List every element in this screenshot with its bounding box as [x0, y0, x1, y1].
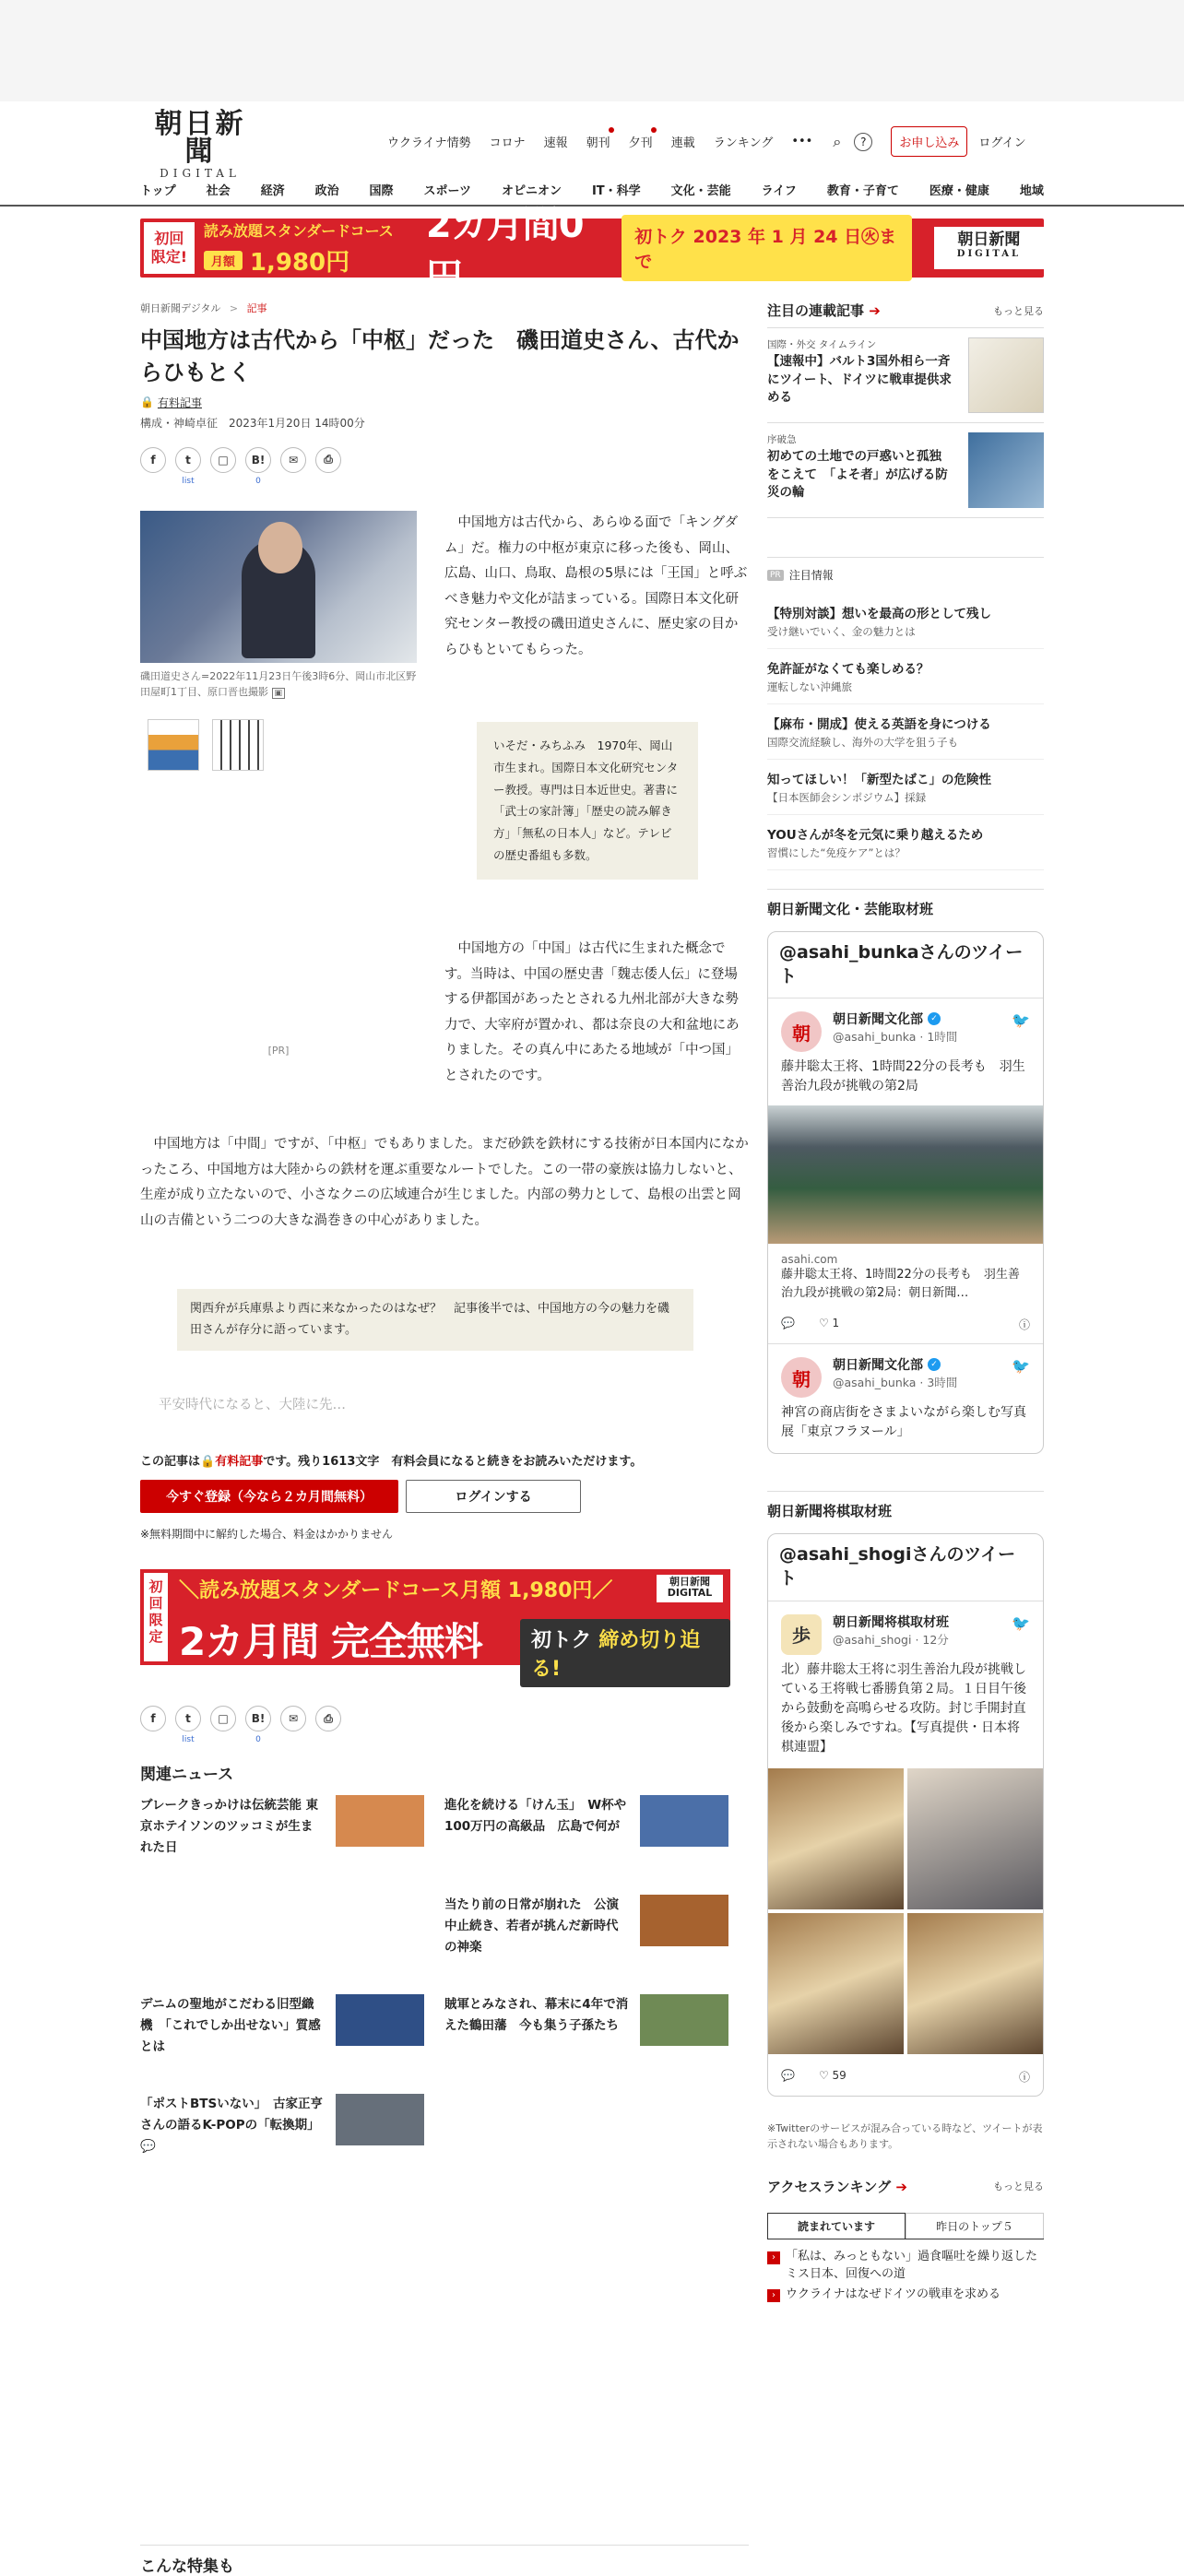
pr-item-sub: 習慣にした“免疫ケア”とは？ [767, 846, 906, 859]
tweet-text: 北）藤井聡太王将に羽生善治九段が挑戦している王将戦七番勝負第２局。１日目午後から鼓動を高鳴らせる攻防。封じ手開封直後から楽しみですね。【写真提供・日本将棋連盟】 [781, 1661, 1026, 1755]
serial-item[interactable] [767, 423, 1044, 518]
related-item-title [140, 2094, 325, 2157]
tweet-text: 神宮の商店街をさまよいながら楽しむ写真展「東京フラヌール」 [781, 1405, 1026, 1440]
pr-list [767, 594, 1044, 870]
article [140, 301, 749, 2576]
tweet-author-name: 朝日新聞文化部 [833, 1012, 923, 1028]
nav-ukraine[interactable]: ウクライナ情勢 [387, 136, 471, 150]
avatar[interactable]: 朝 [781, 1357, 822, 1398]
tweet[interactable] [768, 1344, 1043, 1453]
search-icon[interactable]: ⌕ [833, 132, 842, 150]
related-item[interactable] [444, 1795, 730, 1847]
top-nav [387, 126, 1026, 157]
pr-item-title: 【特別対談】想いを最高の形として残し [767, 607, 991, 621]
tweet-handle: @asahi_shogi · 12分 [833, 1632, 949, 1647]
login-link[interactable]: ログイン [978, 136, 1026, 150]
paywall [140, 1451, 749, 1542]
info-icon[interactable]: ⓘ [1018, 2070, 1030, 2084]
thumbnail-book-2[interactable] [212, 719, 264, 771]
related-news [140, 1761, 749, 2182]
reply-icon[interactable]: 💬 [781, 2068, 795, 2082]
byline: 構成・神崎卓征 2023年1月20日 14時00分 [140, 416, 365, 430]
related-item-title: デニムの聖地がこだわる旧型織機 「これでしか出せない」質感とは [140, 1997, 321, 2054]
banner-deadline: 初トク 2023 年 1 月 24 日㊋まで [622, 215, 912, 281]
logo-en: DIGITAL [160, 167, 241, 180]
tweet-image[interactable] [768, 1105, 1043, 1244]
paywall-msg-c: です。残り1613文字 有料会員になると続きをお読みいただけます。 [263, 1455, 643, 1469]
promo-banner-top[interactable] [140, 204, 1044, 299]
twitter-bird-icon[interactable]: 🐦 [1012, 1613, 1030, 1632]
tweet-actions [781, 2054, 1030, 2085]
rank-marker-icon: › [767, 2289, 780, 2302]
banner-free-period: 2カ月間0円 [425, 204, 584, 299]
related-item[interactable] [444, 1895, 730, 1958]
rank-marker-icon: › [767, 2251, 780, 2264]
tweet-handle: @asahi_bunka · 3時間 [833, 1376, 958, 1390]
serial-item-title: 初めての土地での戸惑いと孤独をこえて 「よそ者」が広げる防災の輪 [767, 449, 948, 501]
banner-first-time: 初回 限定! [144, 222, 195, 274]
teaser-note: 関西弁が兵庫県より西に来なかったのはなぜ？ 記事後半では、中国地方の今の魅力を磯田さんが存分に語っています。 [177, 1289, 693, 1351]
tweet-handle: @asahi_bunka · 1時間 [833, 1030, 958, 1045]
top-gray-band [0, 0, 1184, 101]
pr-item[interactable] [767, 760, 1044, 815]
tweet-link-title[interactable]: 藤井聡太王将、1時間22分の長考も 羽生善治九段が挑戦の第2局：朝日新聞… [781, 1268, 1020, 1300]
pr-title: 注目情報 [788, 569, 834, 582]
login-button[interactable]: ログインする [406, 1480, 581, 1513]
verified-icon: ✓ [928, 1012, 941, 1025]
tweet-image[interactable] [768, 1913, 904, 2054]
banner2-first-time: 初回限定 [144, 1573, 168, 1661]
banner2-deadline-b: 締め切り迫る! [531, 1629, 701, 1681]
features-title: こんな特集も [140, 2545, 749, 2576]
ranking-item[interactable] [767, 2249, 1050, 2284]
site-header [0, 101, 1184, 207]
mainnav-sports[interactable]: スポーツ [423, 184, 472, 198]
related-item-title-text: 「ポストBTSいない」 古家正亨さんの語るK-POPの「転換期」 [140, 2097, 323, 2133]
like-count: 59 [832, 2068, 847, 2082]
tweet-author: 朝日新聞将棋取材班 [833, 1614, 949, 1630]
related-item-image [640, 1795, 728, 1847]
lock-icon: 🔒 [140, 396, 154, 409]
promo-banner-bottom[interactable] [140, 1569, 730, 1681]
twitter-widget-bunka [767, 931, 1044, 1454]
tweet-image[interactable] [907, 1768, 1043, 1909]
serial-item-image [968, 432, 1044, 508]
related-item[interactable] [140, 1994, 426, 2058]
paid-badge [140, 395, 749, 410]
related-item[interactable] [140, 1795, 426, 1859]
hatena-share-icon[interactable] [245, 447, 271, 486]
pr-item-sub: 運転しない沖縄旅 [767, 680, 852, 693]
arrow-right-icon: ➔ [895, 2178, 907, 2195]
arrow-right-icon: ➔ [869, 302, 881, 319]
serial-more-link[interactable]: もっと見る [993, 304, 1044, 317]
related-news-title: 関連ニュース [140, 1766, 234, 1784]
pr-item[interactable] [767, 594, 1044, 649]
serial-item-image [968, 337, 1044, 413]
photo-thumbnails [148, 719, 264, 771]
serial-item[interactable] [767, 328, 1044, 423]
photo-person-face [258, 522, 302, 573]
serial-header [767, 301, 1044, 320]
banner2-deadline [520, 1619, 730, 1687]
facebook-share-icon[interactable]: f [140, 447, 166, 473]
pr-tag: PR [767, 570, 784, 581]
twitter-glyph: t [185, 453, 191, 467]
twitter-count[interactable]: list [182, 476, 195, 486]
article-paragraph-2-text: 中国地方の「中国」は古代に生まれた概念です。当時は、中国の歴史書「魏志倭人伝」に登場する伊都国があったとされる九州北部が大きな勢力で、大宰府が置かれ、都は奈良の大和盆地にありました。その真ん中にあたる地域が「中つ国」とされたのです。 [444, 941, 740, 1083]
logo-ja: 朝日新聞 [154, 108, 246, 168]
pr-item[interactable] [767, 815, 1044, 870]
mainnav-top[interactable]: トップ [140, 184, 176, 198]
related-item-title: 進化を続ける「けん玉」 W杯や100万円の高級品 広島で何が [444, 1798, 627, 1834]
related-news-grid [140, 1795, 749, 2182]
facebook-share-icon[interactable]: f [140, 1706, 166, 1731]
breadcrumb [140, 301, 749, 315]
pr-item-title: 免許証がなくても楽しめる？ [767, 662, 929, 677]
related-item-image [336, 1795, 424, 1847]
avatar[interactable]: 朝 [781, 1011, 822, 1052]
mail-share-icon[interactable]: ✉ [280, 1706, 306, 1731]
serial-title-text: 注目の連載記事 [767, 302, 865, 319]
tweet[interactable] [768, 998, 1043, 1344]
sidebar [767, 301, 1050, 2304]
twitter-note: ※Twitterのサービスが混み合っている時など、ツイートが表示されない場合もあります。 [767, 2121, 1043, 2151]
ranking-more-link[interactable]: もっと見る [993, 2180, 1044, 2193]
serial-item-category: 国際・外交 タイムライン [767, 339, 877, 350]
paywall-note: ※無料期間中に解約した場合、料金はかかりません [140, 1528, 394, 1541]
share-bar [140, 447, 749, 486]
mainnav-it-science[interactable]: IT・科学 [591, 184, 641, 198]
share-bar-bottom [140, 1706, 341, 1744]
shogi-header [767, 1491, 1044, 1520]
like-count: 1 [832, 1317, 840, 1330]
pr-item-sub: 受け継いでいく、金の魅力とは [767, 625, 916, 638]
paywall-message [140, 1451, 749, 1469]
paywall-msg-a: この記事は [140, 1455, 201, 1469]
article-paragraph-1: 中国地方は古代から、あらゆる面で「キングダム」だ。権力の中枢が東京に移った後も、岡山、広島、山口、鳥取、島根の5県には「王国」と呼ぶべき魅力や文化が詰まっている。国際日本文化研究センター教授の磯田道史さんに、歴史家の目からひもといてもらった。 [444, 515, 748, 657]
banner2-line1: ＼読み放題スタンダードコース月額 1,980円／ [179, 1579, 613, 1602]
twitter-share-icon[interactable] [175, 447, 201, 486]
breadcrumb-section[interactable]: 記事 [246, 302, 267, 314]
pr-item-sub: 【日本医師会シンポジウム】採録 [767, 791, 927, 804]
nav-corona[interactable]: コロナ [489, 136, 526, 150]
tab-yesterday-top5[interactable]: 昨日のトップ５ [906, 2213, 1044, 2239]
verified-icon: ✓ [928, 1358, 941, 1371]
mainnav-international[interactable]: 国際 [369, 184, 394, 198]
banner-logo-text: 朝日新聞 [957, 230, 1021, 249]
photo-caption-text: 磯田道史さん=2022年11月23日午後3時6分、岡山市北区野田屋町1丁目、原口晋也撮影 [140, 670, 417, 698]
info-icon[interactable]: ⓘ [1018, 1318, 1030, 1332]
nav-evening[interactable]: 夕刊 [629, 133, 653, 150]
ranking-title[interactable] [767, 2177, 907, 2196]
banner-price-row [204, 243, 413, 278]
related-item[interactable] [140, 2094, 426, 2157]
bunka-header [767, 889, 1044, 918]
banner-price: 1,980円 [249, 248, 350, 277]
breadcrumb-separator: > [229, 302, 239, 314]
nav-serial[interactable]: 連載 [670, 136, 695, 150]
lock-icon: 🔒 [200, 1455, 216, 1469]
mail-share-icon[interactable]: ✉ [280, 447, 306, 473]
related-item-title: 賊軍とみなされ、幕末に4年で消えた鶴田藩 今も集う子孫たち [444, 1997, 629, 2033]
article-paragraph-2 [140, 937, 749, 1089]
avatar[interactable]: 歩 [781, 1614, 822, 1655]
like-button[interactable]: ♡ 59 [818, 2068, 847, 2082]
like-button[interactable]: ♡ 1 [818, 1317, 840, 1330]
banner-course-name: 読み放題スタンダードコース [203, 221, 394, 240]
related-item[interactable] [444, 1994, 730, 2046]
related-item-image [336, 1994, 424, 2046]
tab-most-read[interactable]: 読まれています [767, 2213, 906, 2239]
related-item-image [640, 1895, 728, 1946]
mainnav-politics[interactable]: 政治 [314, 184, 339, 198]
twitter-glyph: t [185, 1712, 191, 1725]
twitter-count[interactable]: list [182, 1735, 195, 1744]
mainnav-culture[interactable]: 文化・芸能 [670, 184, 731, 198]
tweet-image[interactable] [768, 1768, 904, 1909]
related-item-title: ブレークきっかけは伝統芸能 東京ホテイソンのツッコミが生まれた日 [140, 1798, 319, 1855]
profile-box: いそだ・みちふみ 1970年、岡山市生まれ。国際日本文化研究センター教授。専門は日本近世史。著書に「武士の家計簿」「歴史の読み解き方」「無私の日本人」など。テレビの歴史番組も多数。 [477, 722, 698, 880]
pr-item[interactable] [767, 704, 1044, 760]
tweet-image[interactable] [907, 1913, 1043, 2054]
pr-item-title: 知ってほしい！「新型たばこ」の危険性 [767, 773, 991, 787]
serial-title[interactable] [767, 301, 881, 320]
subscribe-button[interactable]: お申し込み [891, 126, 967, 157]
mainnav-society[interactable]: 社会 [206, 184, 231, 198]
pr-ad-slot: [PR] [267, 1045, 290, 1057]
bookmark-icon[interactable]: □ [210, 1706, 236, 1731]
more-menu-button[interactable]: ••• [791, 135, 813, 148]
pr-item[interactable] [767, 649, 1044, 704]
reply-icon[interactable]: 💬 [781, 1317, 795, 1330]
twitter-share-icon[interactable] [175, 1706, 201, 1744]
help-icon[interactable]: ? [854, 133, 872, 151]
register-button[interactable]: 今すぐ登録（今なら２カ月間無料） [140, 1480, 398, 1513]
site-logo[interactable] [140, 108, 260, 180]
article-paragraph-3: 中国地方は「中間」ですが、「中枢」でもありました。まだ砂鉄を鉄材にする技術が日本国内になかったころ、中国地方は大陸からの鉄材を運ぶ重要なルートでした。この一帯の豪族は協力しないと、生産が成り立たないので、小さなクニの広域連合が生じました。内部の勢力として、島根の出雲と岡山の吉備という二つの大きな渦巻きの中心がありました。 [140, 1137, 749, 1228]
serial-item-title: 【速報中】バルト3国外相ら一斉にツイート、ドイツに戦車提供求める [767, 354, 952, 406]
serial-list [767, 327, 1044, 518]
nav-ranking[interactable]: ランキング [713, 136, 774, 150]
hatena-share-icon[interactable] [245, 1706, 271, 1744]
print-icon[interactable]: ⎙ [315, 447, 341, 473]
ranking-header [767, 2177, 1044, 2196]
gallery-icon[interactable]: ▣ [272, 688, 286, 699]
thumbnail-book-1[interactable] [148, 719, 199, 771]
hatena-glyph: B! [251, 453, 266, 467]
pr-item-sub: 国際交流経験し、海外の大学を狙う子も [767, 736, 958, 749]
ranking-title-text: アクセスランキング [767, 2178, 892, 2195]
banner-course [204, 219, 413, 278]
tweet-author [833, 1355, 1030, 1374]
ranking-item-title: 「私は、みっともない」過食嘔吐を繰り返した ミス日本、回復への道 [786, 2249, 1050, 2281]
photo-caption [140, 669, 417, 700]
tweet-link-domain[interactable]: asahi.com [781, 1253, 838, 1267]
breadcrumb-home[interactable]: 朝日新聞デジタル [140, 302, 221, 314]
nav-breaking[interactable]: 速報 [543, 136, 568, 150]
article-photo[interactable] [140, 511, 417, 663]
pr-item-title: YOUさんが冬を元気に乗り越えるため [767, 828, 984, 843]
mainnav-life[interactable]: ライフ [761, 184, 797, 198]
mainnav-region[interactable]: 地域 [1019, 184, 1044, 198]
comment-icon: 💬 [140, 2138, 156, 2154]
hatena-count[interactable]: 0 [255, 476, 261, 486]
related-item-image [336, 2094, 424, 2145]
paywall-msg-b: 有料記事 [215, 1455, 264, 1469]
mainnav-health[interactable]: 医療・健康 [929, 184, 989, 198]
twitter-widget-title[interactable]: @asahi_shogiさんのツイート [768, 1534, 1043, 1601]
article-title: 中国地方は古代から「中枢」だった 磯田道史さん、古代からひもとく [140, 327, 740, 385]
hatena-glyph: B! [251, 1712, 266, 1725]
nav-morning[interactable]: 朝刊 [586, 133, 610, 150]
mainnav-economy[interactable]: 経済 [260, 184, 285, 198]
tweet-image-grid [768, 1768, 1043, 2054]
access-ranking [767, 2177, 1050, 2305]
related-item-title: 当たり前の日常が崩れた 公演中止続き、若者が挑んだ新時代の神楽 [444, 1897, 619, 1955]
tweet-author-name: 朝日新聞文化部 [833, 1358, 923, 1374]
tweet-author [833, 1010, 1030, 1028]
bunka-title: 朝日新聞文化・芸能取材班 [767, 901, 934, 917]
banner-monthly-tag: 月額 [204, 251, 243, 270]
banner-logo [934, 227, 1044, 269]
pr-item-title: 【麻布・開成】使える英語を身につける [767, 717, 991, 732]
banner2-logo: 朝日新聞 DIGITAL [657, 1575, 723, 1602]
banner2-deadline-a: 初トク [531, 1629, 599, 1652]
mainnav-education[interactable]: 教育・子育て [826, 184, 899, 198]
print-icon[interactable]: ⎙ [315, 1706, 341, 1731]
tweet-actions [781, 1302, 1030, 1332]
tweet-text: 藤井聡太王将、1時間22分の長考も 羽生善治九段が挑戦の第2局 [781, 1059, 1025, 1094]
ranking-item[interactable] [767, 2286, 1044, 2304]
banner-logo-sub: DIGITAL [956, 248, 1022, 259]
twitter-bird-icon[interactable]: 🐦 [1012, 1357, 1030, 1376]
paid-label[interactable]: 有料記事 [157, 396, 202, 409]
mainnav-opinion[interactable]: オピニオン [501, 184, 562, 198]
ranking-tabs [767, 2213, 1044, 2239]
pr-header [767, 557, 1044, 583]
twitter-bird-icon[interactable]: 🐦 [1012, 1011, 1030, 1030]
serial-item-category: 序破急 [767, 434, 797, 445]
tweet[interactable] [768, 1601, 1043, 2096]
banner2-line2: 2カ月間 完全無料 [179, 1619, 482, 1664]
related-item-image [640, 1994, 728, 2046]
twitter-widget-title[interactable]: @asahi_bunkaさんのツイート [768, 932, 1043, 998]
hatena-count[interactable]: 0 [255, 1735, 261, 1744]
bookmark-icon[interactable]: □ [210, 447, 236, 473]
ranking-item-title: ウクライナはなぜドイツの戦車を求める [786, 2287, 1000, 2302]
truncated-text: 平安時代になると、大陸に先… [159, 1398, 346, 1412]
shogi-title: 朝日新聞将棋取材班 [767, 1503, 893, 1520]
twitter-widget-shogi [767, 1533, 1044, 2096]
